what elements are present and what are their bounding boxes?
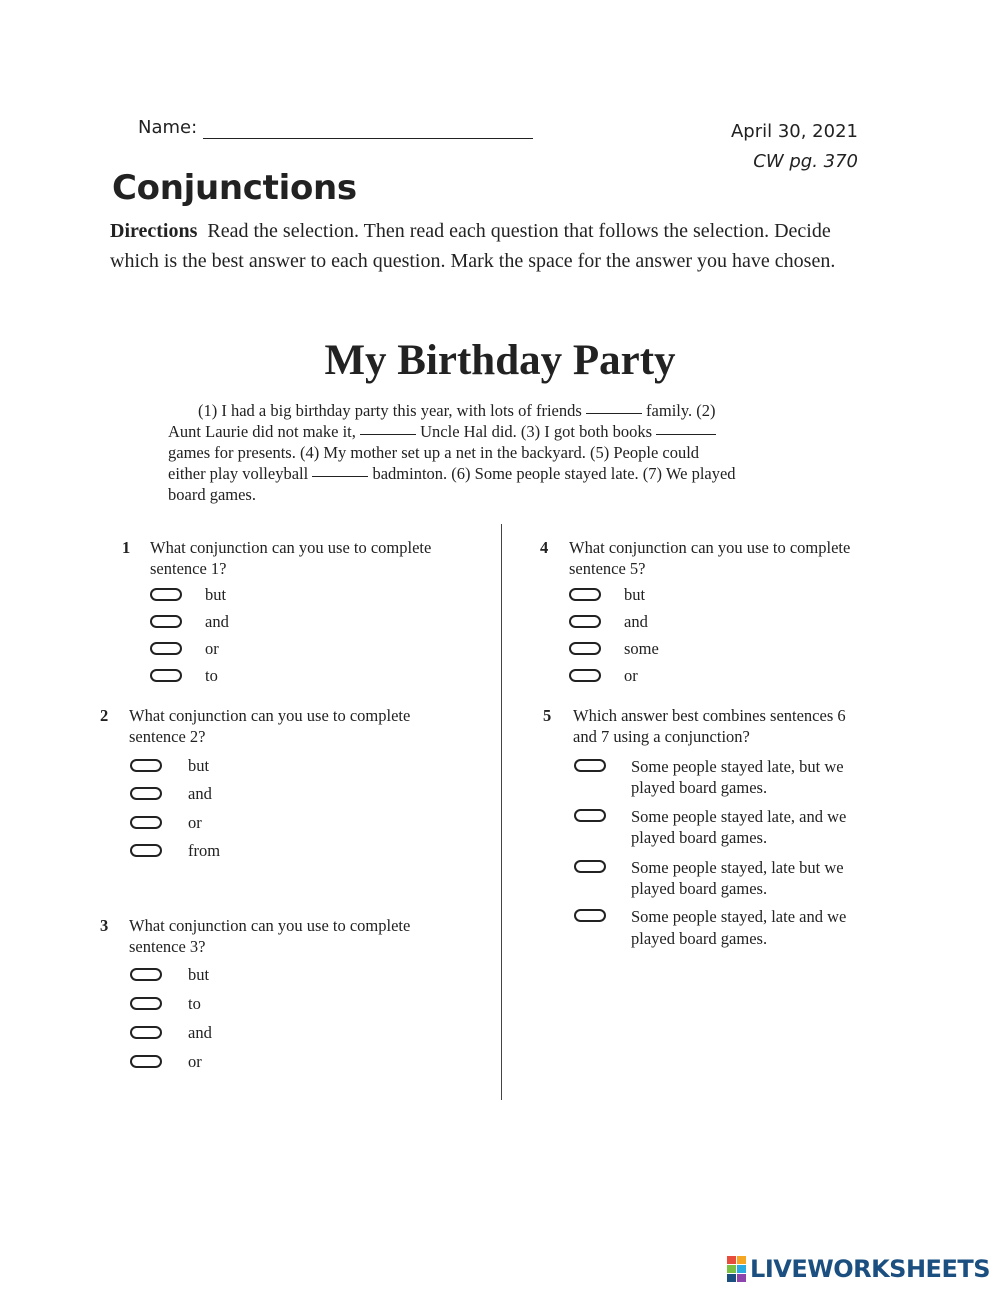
answer-bubble[interactable] bbox=[150, 642, 182, 655]
answer-option: Some people stayed late, and we bbox=[631, 807, 847, 826]
question-text: sentence 5? bbox=[569, 559, 646, 578]
answer-option: and bbox=[188, 1023, 212, 1042]
page-reference: CW pg. 370 bbox=[753, 151, 858, 172]
answer-option: Some people stayed, late but we bbox=[631, 858, 844, 877]
story-line: either play volleyball bbox=[168, 464, 309, 483]
question-text: sentence 1? bbox=[150, 559, 227, 578]
answer-option: Some people stayed, late and we bbox=[631, 907, 847, 926]
answer-bubble[interactable] bbox=[574, 809, 606, 822]
directions-text: Read the selection. Then read each question that follows the selection. Decide which is the best answer to each question. Mark the space for the answer you have chosen. bbox=[110, 220, 836, 272]
date-block bbox=[731, 117, 858, 177]
answer-bubble[interactable] bbox=[130, 1055, 162, 1068]
answer-option: played board games. bbox=[631, 929, 768, 948]
story-line: family. (2) bbox=[646, 401, 716, 420]
blank bbox=[586, 413, 642, 414]
answer-bubble[interactable] bbox=[569, 588, 601, 601]
answer-option: but bbox=[624, 585, 646, 604]
question-text: What conjunction can you use to complete bbox=[150, 538, 432, 557]
answer-option: from bbox=[188, 841, 221, 860]
question-text: What conjunction can you use to complete bbox=[129, 706, 411, 725]
answer-bubble[interactable] bbox=[130, 997, 162, 1010]
answer-option: or bbox=[188, 813, 202, 832]
name-label: Name: bbox=[138, 117, 198, 138]
story-line: board games. bbox=[168, 485, 256, 504]
answer-bubble[interactable] bbox=[574, 860, 606, 873]
answer-bubble[interactable] bbox=[130, 968, 162, 981]
story-passage bbox=[168, 400, 808, 505]
answer-bubble[interactable] bbox=[150, 615, 182, 628]
column-divider bbox=[501, 524, 502, 1100]
answer-bubble[interactable] bbox=[130, 816, 162, 829]
answer-option: to bbox=[205, 666, 218, 685]
answer-option: played board games. bbox=[631, 828, 768, 847]
question-text: What conjunction can you use to complete bbox=[129, 916, 411, 935]
answer-option: or bbox=[188, 1052, 202, 1071]
question-number: 3 bbox=[100, 916, 109, 935]
question-text: Which answer best combines sentences 6 bbox=[573, 706, 846, 725]
answer-option: or bbox=[624, 666, 638, 685]
answer-bubble[interactable] bbox=[574, 909, 606, 922]
answer-option: some bbox=[624, 639, 659, 658]
answer-option: but bbox=[188, 756, 210, 775]
question-text: sentence 2? bbox=[129, 727, 206, 746]
story-line: Uncle Hal did. (3) I got both books bbox=[420, 422, 653, 441]
story-line: games for presents. (4) My mother set up a net in the backyard. (5) People could bbox=[168, 443, 700, 462]
answer-bubble[interactable] bbox=[130, 1026, 162, 1039]
story-line: Aunt Laurie did not make it, bbox=[168, 422, 356, 441]
answer-option: played board games. bbox=[631, 879, 768, 898]
answer-bubble[interactable] bbox=[569, 669, 601, 682]
answer-bubble[interactable] bbox=[130, 844, 162, 857]
answer-bubble[interactable] bbox=[569, 642, 601, 655]
question-number: 5 bbox=[543, 706, 552, 725]
liveworksheets-logo bbox=[727, 1255, 990, 1283]
answer-option: or bbox=[205, 639, 219, 658]
story-title: My Birthday Party bbox=[324, 337, 676, 384]
story-line: badminton. (6) Some people stayed late. (7) We played bbox=[372, 464, 736, 483]
logo-icon bbox=[727, 1256, 746, 1282]
page-title: Conjunctions bbox=[112, 168, 357, 208]
answer-bubble[interactable] bbox=[130, 787, 162, 800]
answer-option: Some people stayed late, but we bbox=[631, 757, 844, 776]
answer-option: but bbox=[188, 965, 210, 984]
directions-label: Directions bbox=[110, 220, 198, 242]
question-text: sentence 3? bbox=[129, 937, 206, 956]
question-number: 2 bbox=[100, 706, 109, 725]
answer-option: and bbox=[205, 612, 229, 631]
name-field[interactable] bbox=[203, 138, 533, 139]
answer-bubble[interactable] bbox=[150, 588, 182, 601]
answer-option: and bbox=[188, 784, 212, 803]
answer-bubble[interactable] bbox=[150, 669, 182, 682]
question-text: and 7 using a conjunction? bbox=[573, 727, 750, 746]
date: April 30, 2021 bbox=[730, 121, 858, 142]
story-line: (1) I had a big birthday party this year, with lots of friends bbox=[198, 401, 582, 420]
answer-option: played board games. bbox=[631, 778, 768, 797]
directions bbox=[110, 216, 880, 276]
answer-bubble[interactable] bbox=[130, 759, 162, 772]
logo-text: LIVEWORKSHEETS bbox=[750, 1255, 990, 1283]
question-number: 1 bbox=[122, 538, 131, 557]
question-text: What conjunction can you use to complete bbox=[569, 538, 851, 557]
answer-bubble[interactable] bbox=[569, 615, 601, 628]
blank bbox=[360, 434, 416, 435]
answer-option: to bbox=[188, 994, 201, 1013]
blank bbox=[312, 476, 368, 477]
answer-option: and bbox=[624, 612, 648, 631]
answer-bubble[interactable] bbox=[574, 759, 606, 772]
blank bbox=[656, 434, 716, 435]
question-number: 4 bbox=[540, 538, 549, 557]
answer-option: but bbox=[205, 585, 227, 604]
